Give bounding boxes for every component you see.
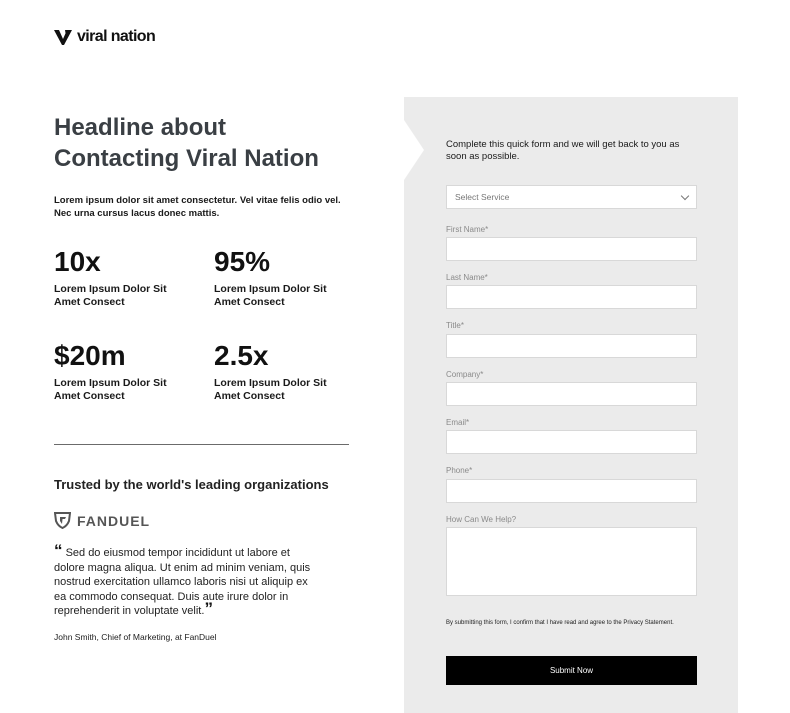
quote-close-mark: ”: [204, 599, 213, 618]
stat-label: [214, 283, 354, 309]
help-label: How Can We Help?: [446, 515, 517, 524]
first-name-field[interactable]: [446, 237, 697, 261]
first-name-label: First Name*: [446, 225, 489, 234]
phone-label: Phone*: [446, 466, 473, 475]
form-intro: Complete this quick form and we will get back to you as soon as possible.: [446, 139, 680, 162]
stat-label: [54, 283, 194, 309]
help-textarea[interactable]: [446, 527, 697, 596]
company-field[interactable]: [446, 382, 697, 406]
stat-label-line-1: Lorem Ipsum Dolor Sit: [54, 377, 167, 389]
brand-logo[interactable]: [54, 28, 155, 46]
trusted-heading: Trusted by the world's leading organizations: [54, 477, 329, 492]
hero-section: [54, 112, 354, 402]
fanduel-shield-icon: [54, 512, 71, 529]
testimonial-quote: [54, 541, 319, 619]
service-select-placeholder: Select Service: [455, 192, 510, 202]
last-name-field[interactable]: [446, 285, 697, 309]
viral-nation-v-icon: [54, 29, 74, 45]
headline-line-2: Contacting Viral Nation: [54, 145, 319, 172]
submit-button[interactable]: Submit Now: [446, 656, 697, 685]
stat-item: [214, 339, 354, 403]
stat-label-line-2: Amet Consect: [54, 390, 125, 402]
stat-label-line-2: Amet Consect: [214, 390, 285, 402]
stat-label-line-1: Lorem Ipsum Dolor Sit: [214, 283, 327, 295]
headline-line-1: Headline about: [54, 114, 227, 141]
testimonial-attribution: John Smith, Chief of Marketing, at FanDuel: [54, 632, 217, 642]
client-name: FANDUEL: [77, 512, 151, 529]
panel-notch: [404, 120, 424, 180]
email-label: Email*: [446, 418, 470, 427]
quote-open-mark: “: [54, 541, 63, 560]
service-select[interactable]: [446, 185, 697, 209]
quote-text: Sed do eiusmod tempor incididunt ut labore et dolore magna aliqua. Ut enim ad minim veniam, quis nostrud exercitation ullamco laboris nisi ut aliquip ex ea commodo consequat. Duis aute irure dolor in reprehenderit in voluptate velit.: [54, 547, 311, 617]
email-field[interactable]: [446, 430, 697, 454]
stat-label: [54, 377, 194, 403]
stat-label: [214, 377, 354, 403]
last-name-label: Last Name*: [446, 273, 488, 282]
title-label: Title*: [446, 321, 464, 330]
phone-field[interactable]: [446, 479, 697, 503]
page-title: [54, 112, 354, 174]
hero-intro: Lorem ipsum dolor sit amet consectetur. Vel vitae felis odio vel. Nec urna cursus lacus donec mattis.: [54, 195, 341, 219]
stat-label-line-1: Lorem Ipsum Dolor Sit: [214, 377, 327, 389]
section-divider: [54, 444, 349, 445]
stat-label-line-2: Amet Consect: [214, 296, 285, 308]
stat-item: [54, 339, 194, 403]
chevron-down-icon: [681, 191, 689, 199]
logo-text: viral nation: [77, 28, 156, 45]
company-label: Company*: [446, 370, 484, 379]
contact-form: [446, 139, 697, 675]
stat-value: 10x: [54, 246, 101, 277]
stat-label-line-2: Amet Consect: [54, 296, 125, 308]
stat-item: [54, 245, 194, 309]
stat-item: [214, 245, 354, 309]
stat-value: $20m: [54, 340, 126, 371]
stat-value: 2.5x: [214, 340, 269, 371]
client-logo: [54, 512, 150, 529]
consent-text: By submitting this form, I confirm that I have read and agree to the Privacy Statement.: [446, 620, 674, 626]
title-field[interactable]: [446, 334, 697, 358]
stat-value: 95%: [214, 246, 271, 277]
stat-label-line-1: Lorem Ipsum Dolor Sit: [54, 283, 167, 295]
